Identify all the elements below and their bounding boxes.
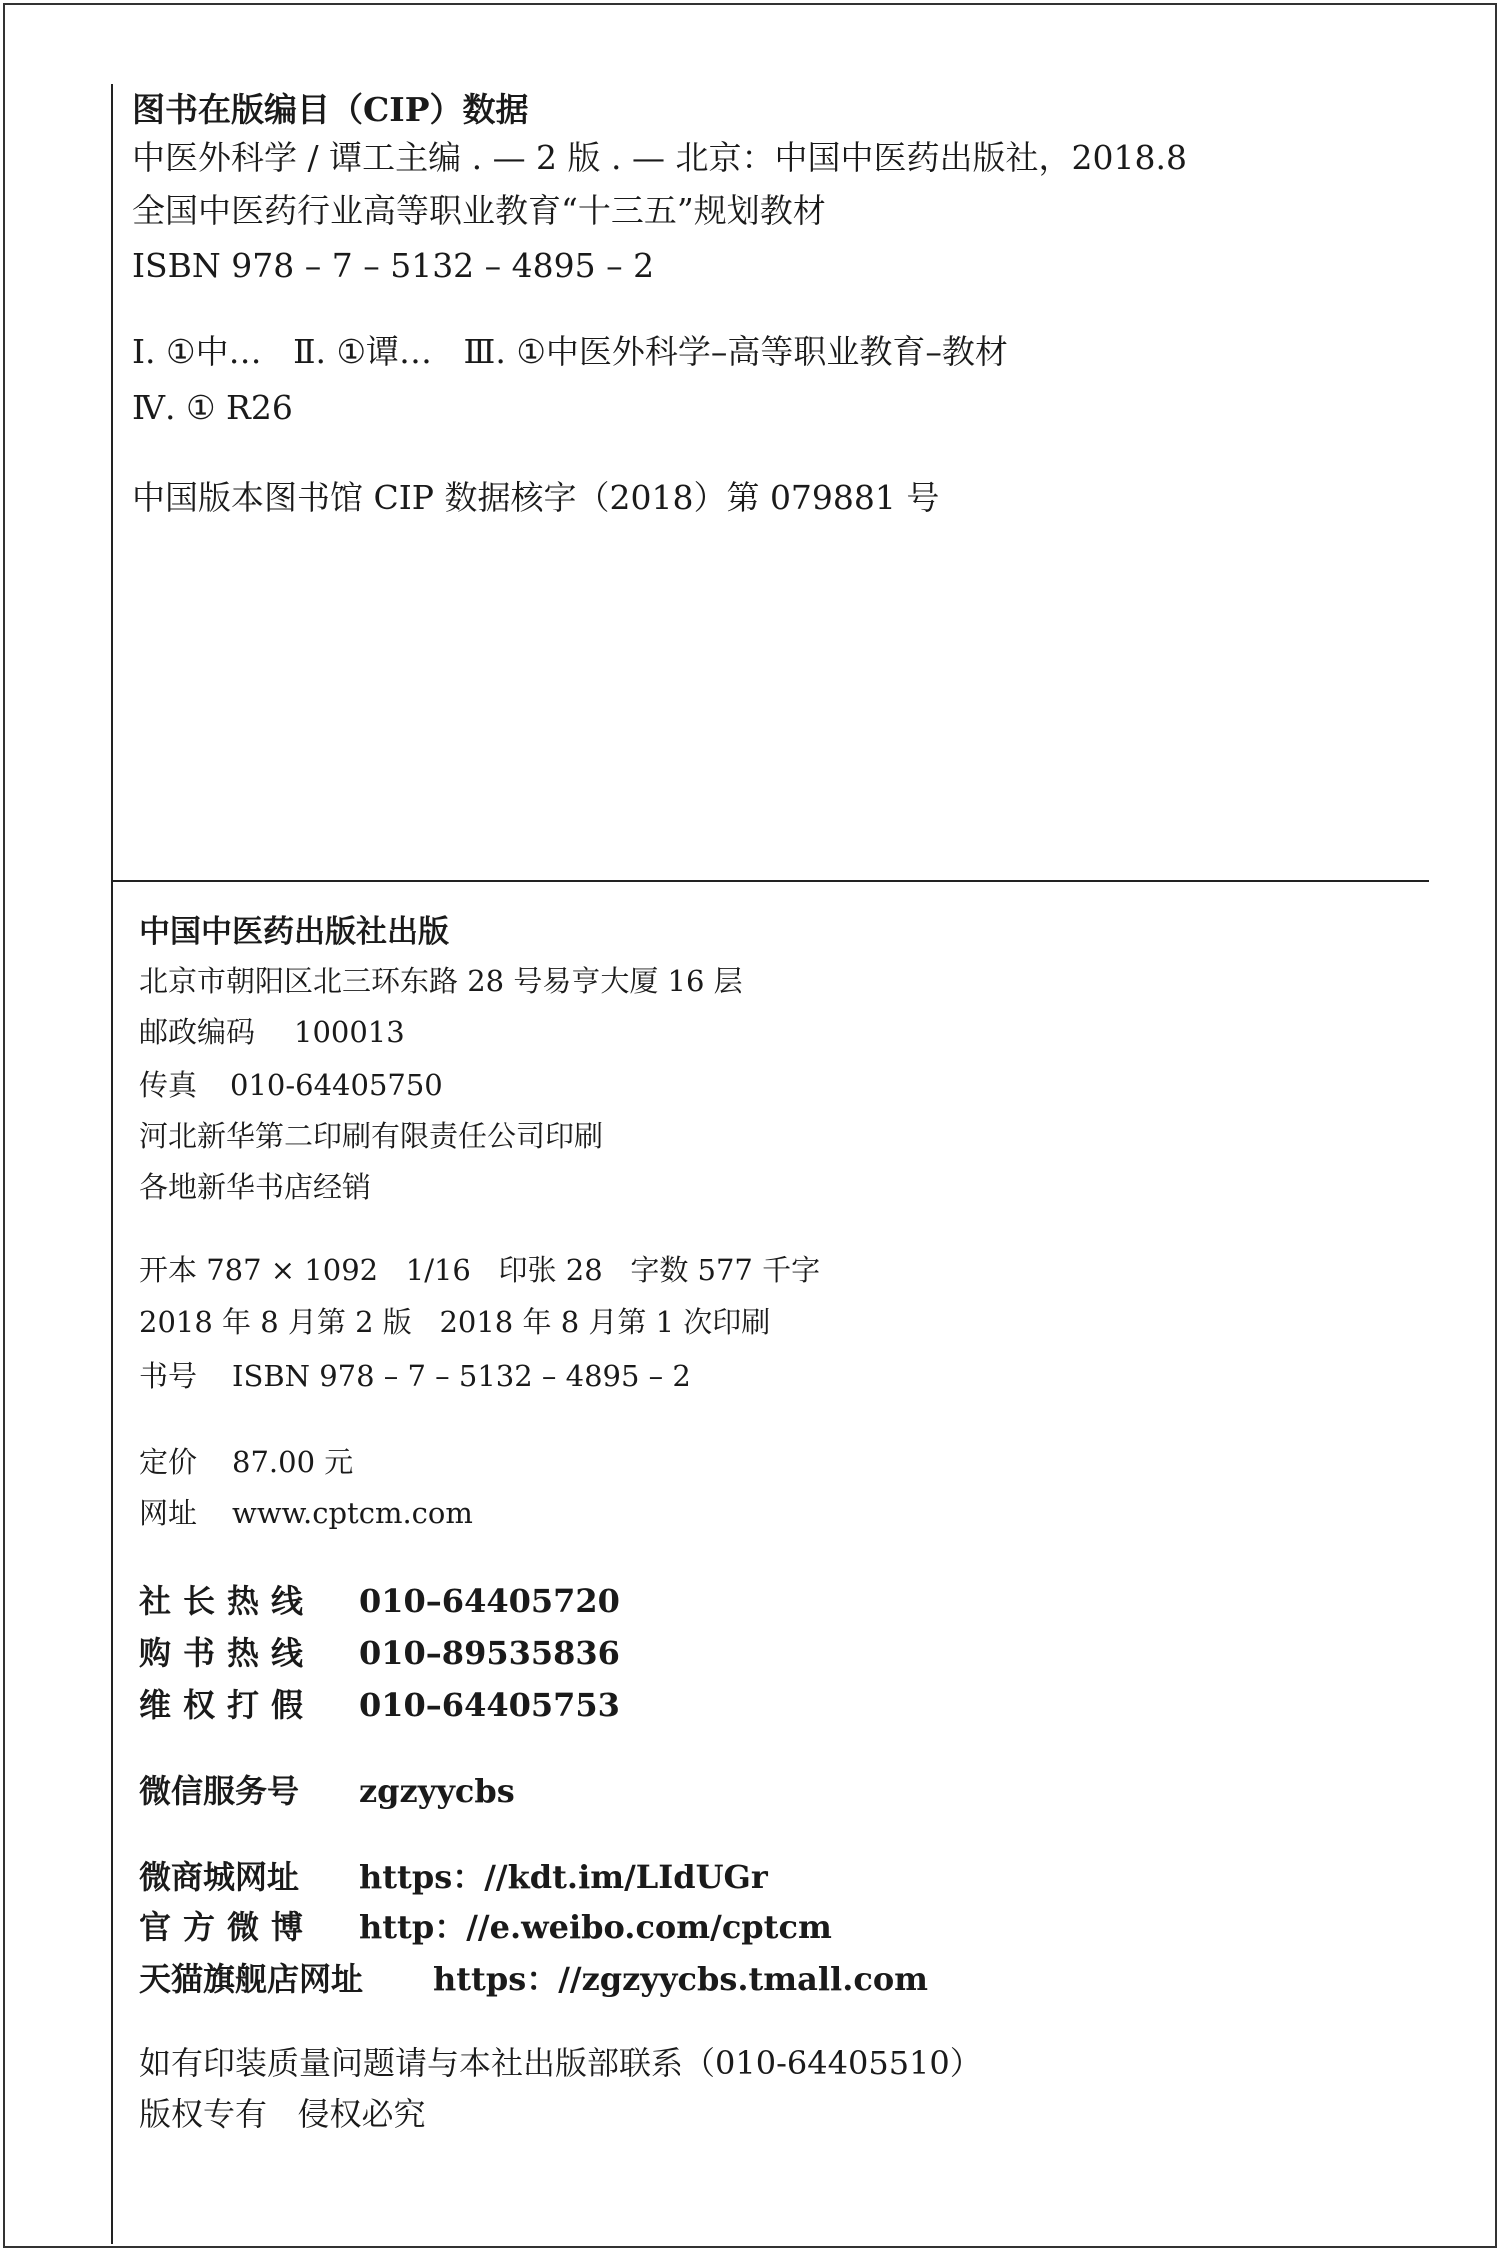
wechat-value: zgzyycbs <box>359 1772 515 1810</box>
website-row <box>139 1496 473 1530</box>
contact-value: 010–89535836 <box>359 1634 620 1672</box>
tmall-link[interactable]: https：//zgzyycbs.tmall.com <box>433 1960 929 1998</box>
tmall-label: 天猫旗舰店网址 <box>139 1960 364 1998</box>
isbn-row <box>139 1359 691 1393</box>
postcode-label: 邮政编码 <box>139 1015 256 1049</box>
shop-link[interactable]: https：//kdt.im/LIdUGr <box>359 1858 768 1896</box>
weibo-link[interactable]: http：//e.weibo.com/cptcm <box>359 1908 832 1946</box>
cip-number: 中国版本图书馆 CIP 数据核字（2018）第 079881 号 <box>132 478 940 517</box>
website-label: 网址 <box>139 1496 198 1530</box>
distributor: 各地新华书店经销 <box>139 1170 372 1204</box>
vertical-rule <box>111 84 113 2244</box>
cip-line-title: 中医外科学 / 谭工主编 . — 2 版 . — 北京：中国中医药出版社，2018.8 <box>132 138 1187 177</box>
tmall-row <box>139 1960 929 1998</box>
contact-label: 购书热线 <box>139 1634 316 1672</box>
copyright-notice: 版权专有 侵权必究 <box>139 2095 426 2133</box>
format-info: 开本 787 × 1092 1/16 印张 28 字数 577 千字 <box>139 1253 821 1287</box>
website-value: www.cptcm.com <box>232 1496 473 1530</box>
contact-row <box>139 1634 620 1672</box>
fax-row <box>139 1068 443 1102</box>
contact-value: 010–64405753 <box>359 1686 620 1724</box>
contact-label: 维权打假 <box>139 1686 316 1724</box>
printer: 河北新华第二印刷有限责任公司印刷 <box>139 1119 604 1153</box>
cip-heading: 图书在版编目（CIP）数据 <box>132 90 529 129</box>
price-label: 定价 <box>139 1445 198 1479</box>
postcode-value: 100013 <box>294 1015 405 1049</box>
wechat-label: 微信服务号 <box>139 1772 300 1810</box>
cip-isbn: ISBN 978 – 7 – 5132 – 4895 – 2 <box>132 246 655 285</box>
fax-value: 010-64405750 <box>230 1068 443 1102</box>
publisher-address: 北京市朝阳区北三环东路 28 号易亨大厦 16 层 <box>139 964 743 998</box>
edition-info: 2018 年 8 月第 2 版 2018 年 8 月第 1 次印刷 <box>139 1305 771 1339</box>
weibo-row <box>139 1908 832 1946</box>
contact-value: 010–64405720 <box>359 1582 620 1620</box>
quality-notice: 如有印装质量问题请与本社出版部联系（010-64405510） <box>139 2044 982 2082</box>
isbn-label: 书号 <box>139 1359 198 1393</box>
contact-row <box>139 1686 620 1724</box>
wechat-row <box>139 1772 515 1810</box>
price-row <box>139 1445 354 1479</box>
contact-row <box>139 1582 620 1620</box>
fax-label: 传真 <box>139 1068 198 1102</box>
price-value: 87.00 元 <box>232 1445 354 1479</box>
contact-label: 社长热线 <box>139 1582 316 1620</box>
horizontal-divider <box>111 880 1429 882</box>
isbn-value: ISBN 978 – 7 – 5132 – 4895 – 2 <box>232 1359 691 1393</box>
shop-row <box>139 1858 768 1896</box>
postcode-row <box>139 1015 405 1049</box>
publisher-name: 中国中医药出版社出版 <box>139 914 449 950</box>
shop-label: 微商城网址 <box>139 1858 300 1896</box>
cip-classification: Ⅰ. ①中… Ⅱ. ①谭… Ⅲ. ①中医外科学–高等职业教育–教材 <box>132 332 1008 371</box>
cip-line-series: 全国中医药行业高等职业教育“十三五”规划教材 <box>132 191 826 230</box>
cip-classification-2: Ⅳ. ① R26 <box>132 388 293 427</box>
weibo-label: 官方微博 <box>139 1908 316 1946</box>
